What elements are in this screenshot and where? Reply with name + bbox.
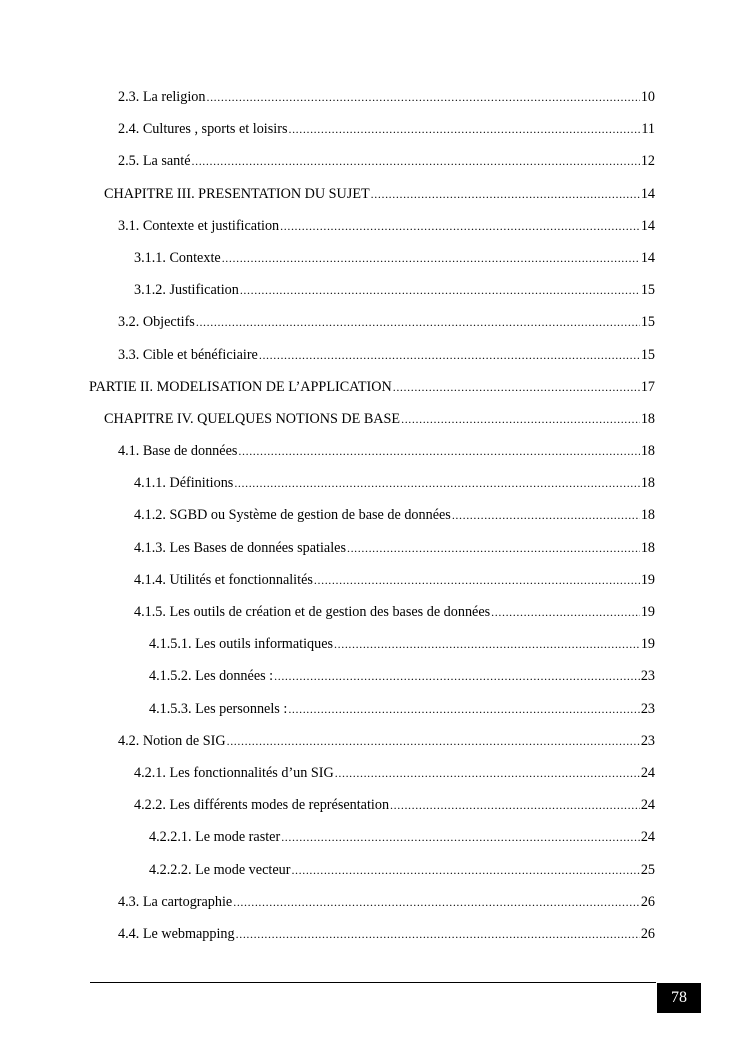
toc-entry-label: CHAPITRE IV. QUELQUES NOTIONS DE BASE	[104, 410, 401, 427]
toc-entry-label: 4.1. Base de données	[118, 443, 238, 460]
toc-dot-leader	[452, 504, 640, 526]
toc-dot-leader	[196, 311, 640, 333]
toc-entry-label: 4.1.5. Les outils de création et de gestion des bases de données	[134, 604, 491, 620]
page-number-badge: 78	[657, 983, 701, 1013]
toc-dot-leader	[371, 183, 640, 205]
toc-dot-leader	[288, 698, 640, 720]
toc-dot-leader	[227, 730, 640, 752]
toc-entry[interactable]	[0, 472, 745, 504]
toc-entry-label: 4.2.2.2. Le mode vecteur	[149, 861, 291, 878]
toc-entry-label: PARTIE II. MODELISATION DE L’APPLICATION	[89, 378, 392, 395]
toc-entry[interactable]	[0, 762, 745, 794]
toc-entry-page: 23	[640, 732, 655, 749]
toc-entry-label: 3.1. Contexte et justification	[118, 217, 280, 234]
toc-dot-leader	[233, 891, 640, 913]
toc-dot-leader	[288, 118, 640, 140]
footer-divider	[90, 982, 656, 983]
toc-entry-label: 4.2.2.1. Le mode raster	[149, 829, 281, 846]
toc-entry-page: 18	[640, 507, 655, 524]
toc-entry-page: 18	[640, 475, 655, 492]
toc-entry-label: 4.1.4. Utilités et fonctionnalités	[134, 571, 313, 588]
toc-entry[interactable]	[0, 440, 745, 472]
table-of-contents	[0, 86, 745, 955]
toc-entry-label: 4.1.2. SGBD ou Système de gestion de base de données	[134, 507, 451, 524]
toc-entry[interactable]	[0, 633, 745, 665]
toc-entry-label: 4.2.2. Les différents modes de représentation	[134, 797, 390, 814]
toc-entry-label: 4.1.3. Les Bases de données spatiales	[134, 539, 346, 556]
toc-entry-page: 23	[640, 700, 655, 717]
toc-entry[interactable]	[0, 86, 745, 118]
toc-entry[interactable]	[0, 537, 745, 569]
toc-entry[interactable]	[0, 923, 745, 955]
toc-entry-page: 19	[640, 636, 655, 653]
toc-entry[interactable]	[0, 504, 745, 536]
toc-entry-page: 15	[640, 282, 655, 299]
toc-dot-leader	[280, 215, 640, 237]
toc-entry-page: 10	[640, 89, 655, 105]
toc-dot-leader	[234, 472, 640, 494]
toc-entry-label: 4.3. La cartographie	[118, 893, 233, 910]
toc-entry-page: 24	[640, 797, 655, 814]
toc-entry-label: 2.5. La santé	[118, 153, 191, 170]
toc-entry-page: 15	[640, 314, 655, 331]
toc-entry-label: 4.1.5.1. Les outils informatiques	[149, 636, 334, 653]
toc-entry-page: 24	[640, 829, 655, 846]
toc-entry-label: 4.2.1. Les fonctionnalités d’un SIG	[134, 764, 334, 781]
toc-dot-leader	[236, 923, 640, 945]
toc-entry[interactable]	[0, 150, 745, 182]
toc-entry-page: 19	[640, 604, 655, 620]
toc-entry-page: 14	[640, 185, 655, 202]
toc-entry[interactable]	[0, 279, 745, 311]
toc-entry[interactable]	[0, 730, 745, 762]
toc-entry[interactable]	[0, 344, 745, 376]
toc-entry[interactable]	[0, 665, 745, 697]
toc-entry-label: 4.1.1. Définitions	[134, 475, 234, 492]
toc-entry[interactable]	[0, 311, 745, 343]
toc-dot-leader	[238, 440, 639, 462]
toc-entry[interactable]	[0, 859, 745, 891]
toc-dot-leader	[347, 537, 640, 559]
toc-entry[interactable]	[0, 601, 745, 633]
toc-entry-label: 3.2. Objectifs	[118, 314, 195, 331]
toc-dot-leader	[491, 601, 640, 623]
toc-entry-label: 4.4. Le webmapping	[118, 925, 235, 942]
toc-entry-page: 14	[640, 217, 655, 234]
toc-dot-leader	[314, 569, 640, 591]
toc-entry-page: 15	[640, 346, 655, 363]
toc-entry-label: 3.1.2. Justification	[134, 282, 239, 299]
toc-entry[interactable]	[0, 698, 745, 730]
toc-entry[interactable]	[0, 376, 745, 408]
toc-entry[interactable]	[0, 794, 745, 826]
toc-entry[interactable]	[0, 215, 745, 247]
toc-entry-label: 4.2. Notion de SIG	[118, 732, 226, 749]
toc-dot-leader	[240, 279, 640, 301]
toc-dot-leader	[334, 633, 640, 655]
toc-entry-label: 2.3. La religion	[118, 89, 206, 105]
toc-dot-leader	[401, 408, 640, 430]
toc-entry-page: 11	[641, 121, 655, 138]
toc-entry[interactable]	[0, 247, 745, 279]
toc-entry[interactable]	[0, 118, 745, 150]
toc-entry-page: 17	[640, 378, 655, 395]
toc-entry-page: 25	[640, 861, 655, 878]
toc-dot-leader	[335, 762, 640, 784]
toc-entry-page: 18	[640, 539, 655, 556]
toc-dot-leader	[291, 859, 639, 881]
toc-entry-page: 14	[640, 249, 655, 266]
toc-dot-leader	[281, 826, 640, 848]
toc-dot-leader	[259, 344, 640, 366]
toc-entry-label: 2.4. Cultures , sports et loisirs	[118, 121, 288, 138]
toc-entry-page: 18	[640, 443, 655, 460]
toc-entry-label: 3.1.1. Contexte	[134, 249, 221, 266]
toc-entry-page: 26	[640, 893, 655, 910]
toc-entry-page: 24	[640, 764, 655, 781]
toc-dot-leader	[393, 376, 640, 398]
toc-entry-label: 3.3. Cible et bénéficiaire	[118, 346, 258, 363]
toc-dot-leader	[390, 794, 640, 816]
toc-entry-page: 26	[640, 925, 655, 942]
toc-entry[interactable]	[0, 569, 745, 601]
toc-entry[interactable]	[0, 408, 745, 440]
toc-entry-label: CHAPITRE III. PRESENTATION DU SUJET	[104, 185, 370, 202]
toc-entry-page: 12	[640, 153, 655, 170]
toc-entry-page: 19	[640, 571, 655, 588]
toc-entry[interactable]	[0, 891, 745, 923]
toc-entry-label: 4.1.5.2. Les données :	[149, 668, 274, 685]
toc-entry-page: 23	[640, 668, 655, 685]
toc-entry-label: 4.1.5.3. Les personnels :	[149, 700, 288, 717]
toc-entry-page: 18	[640, 410, 655, 427]
toc-entry[interactable]	[0, 183, 745, 215]
toc-dot-leader	[206, 86, 639, 108]
toc-dot-leader	[222, 247, 640, 269]
toc-dot-leader	[192, 150, 640, 172]
toc-dot-leader	[274, 665, 640, 687]
toc-entry[interactable]	[0, 826, 745, 858]
